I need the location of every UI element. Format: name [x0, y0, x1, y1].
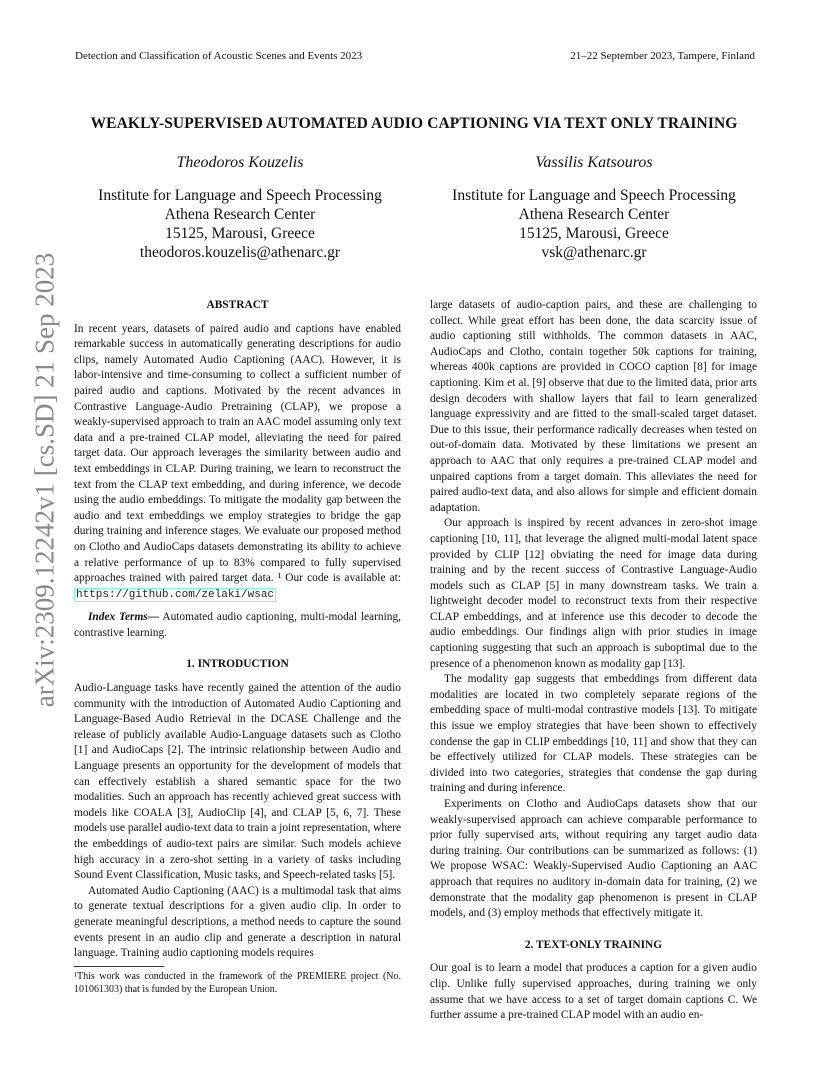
body-paragraph: Experiments on Clotho and AudioCaps datasets show that our weakly-supervised approach can achieve comparable performance to prior fully supervised arts, without requiring any target audio data during training. Our contributions can be summarized as follows: (1) We propose WSAC: Weakly-Supervised Audio Captioning an AAC approach that requires no auditory in-domain data for training, (2) we demonstrate that the modality gap phenomenon is present in CLAP models, and (3) employ methods that effectively mitigate it. — [430, 798, 757, 920]
arxiv-sidebar-stamp: arXiv:2309.12242v1 [cs.SD] 21 Sep 2023 — [29, 252, 60, 708]
paper-title: WEAKLY-SUPERVISED AUTOMATED AUDIO CAPTIONING VIA TEXT ONLY TRAINING — [90, 115, 738, 132]
running-header-left: Detection and Classification of Acoustic Scenes and Events 2023 — [75, 50, 363, 62]
body-paragraph: The modality gap suggests that embeddings from different data modalities are located in two completely separate regions of the embedding space of multi-modal contrastive models [13]. To mitigate this issue we employ strategies that have been shown to effectively condense the gap in CLIP embeddings [10, 11] and show that they can be effectively utilized for CLAP models. These strategies can be divided into two categories, strategies that condense the gap during training and during inference. — [430, 673, 757, 795]
author-affiliation: Institute for Language and Speech Processing — [452, 187, 736, 204]
body-paragraph: Our goal is to learn a model that produces a caption for a given audio clip. Unlike fully supervised approaches, during training we only assume that we have access to a set of target domain captions C. We further assume a pre-trained CLAP model with an audio en- — [430, 962, 757, 1022]
author-affiliation: Institute for Language and Speech Processing — [98, 187, 382, 204]
abstract-heading: ABSTRACT — [206, 299, 269, 311]
author-affiliation: Athena Research Center — [164, 206, 316, 223]
footnote-rule — [74, 966, 164, 967]
author-name: Theodoros Kouzelis — [176, 154, 304, 171]
code-link[interactable]: https://github.com/zelaki/wsac — [76, 588, 275, 601]
index-terms: Index Terms— Automated audio captioning, multi-modal learning, contrastive learning. — [74, 611, 401, 639]
abstract-text: In recent years, datasets of paired audio and captions have enabled remarkable success in automatically generating descriptions for audio clips, namely Automated Audio Captioning (AAC). However, it is labor-intensive and time-consuming to collect a sufficient number of paired audio and captions. Motivated by the recent advances in Contrastive Language-Audio Pretraining (CLAP), we propose a weakly-supervised approach to train an AAC model assuming only text data and a pre-trained CLAP model, alleviating the need for paired target data. Our approach leverages the similarity between audio and text embeddings in CLAP. During training, we learn to reconstruct the text from the CLAP text embedding, and during inference, we decode using the audio embeddings. To mitigate the modality gap between the audio and text embeddings we employ strategies to bridge the gap during training and inference stages. We evaluate our proposed method on Clotho and AudioCaps datasets demonstrating its ability to achieve a relative performance of up to 83% compared to fully supervised approaches trained with paired target data. ¹ Our code is available at: https://github.com/zelaki/wsac — [74, 322, 401, 601]
author-address: 15125, Marousi, Greece — [165, 225, 315, 242]
right-column — [430, 298, 757, 1024]
author-address: 15125, Marousi, Greece — [519, 225, 669, 242]
author-affiliation: Athena Research Center — [518, 206, 670, 223]
running-header-right: 21–22 September 2023, Tampere, Finland — [570, 50, 755, 62]
body-paragraph: large datasets of audio-caption pairs, and these are challenging to collect. While great effort has been done, the data scarcity issue of audio captioning still withholds. The common datasets in AAC, AudioCaps and Clotho, contain together 50k captions for training, whereas 400k captions are provided in COCO caption [8] for image captioning. Kim et al. [9] observe that due to the limited data, prior arts design decoders with shallow layers that fail to learn generalized language expressivity and are fitted to the small-scaled target dataset. Due to this issue, their performance radically decreases when tested on out-of-domain data. Motivated by these limitations we present an approach to AAC that only requires a pre-trained CLAP model and unpaired captions from a target domain. This alleviates the need for paired audio-text data, and also allows for simple and efficient domain adaptation. — [430, 299, 757, 514]
intro-paragraph-2: Automated Audio Captioning (AAC) is a multimodal task that aims to generate textual descriptions for a given audio clip. In order to generate meaningful descriptions, a method needs to capture the sound events present in an audio clip and generate a description in natural language. Training audio captioning models requires — [74, 884, 401, 960]
intro-paragraph-1: Audio-Language tasks have recently gained the attention of the audio community with the introduction of Automated Audio Captioning and Language-Based Audio Retrieval in the DCASE Challenge and the release of publicly available Audio-Language datasets such as Clotho [1] and AudioCaps [2]. The intrinsic relationship between Audio and Language presents an opportunity for the development of models that can effectively establish a shared semantic space for the two modalities. Such an approach has recently achieved great success with models like COALA [3], AudioClip [4], and CLAP [5, 6, 7]. These models use parallel audio-text data to train a joint representation, where the embeddings of audio-text pairs are similar. Such models achieve high accuracy in a zero-shot setting in a variety of tasks including Sound Event Classification, Music tasks, and Speech-related tasks [5]. — [74, 682, 401, 882]
body-paragraph: Our approach is inspired by recent advances in zero-shot image captioning [10, 11], that leverage the aligned multi-modal latent space provided by CLIP [12] obviating the need for image data during training and by the recent success of Contrastive Language-Audio models such as CLAP [5] in many downstream tasks. We train a lightweight decoder model to reconstruct texts from their respective CLAP embeddings, and at inference use this decoder to decode the audio embeddings. Our findings align with prior studies in image captioning suggesting that such an approach is suboptimal due to the presence of a phenomenon known as modality gap [13]. — [430, 517, 757, 670]
left-column — [74, 298, 401, 996]
author-block-1 — [60, 154, 420, 262]
section-heading-text-only-training: 2. TEXT-ONLY TRAINING — [524, 938, 663, 951]
author-email: vsk@athenarc.gr — [541, 244, 647, 261]
section-heading-introduction: 1. INTRODUCTION — [186, 658, 289, 671]
footnote: ¹This work was conducted in the framework of the PREMIERE project (No. 101061303) that is funded by the European Union. — [74, 970, 401, 995]
author-block-2 — [414, 154, 774, 262]
author-email: theodoros.kouzelis@athenarc.gr — [139, 244, 341, 261]
author-name: Vassilis Katsouros — [535, 154, 653, 171]
